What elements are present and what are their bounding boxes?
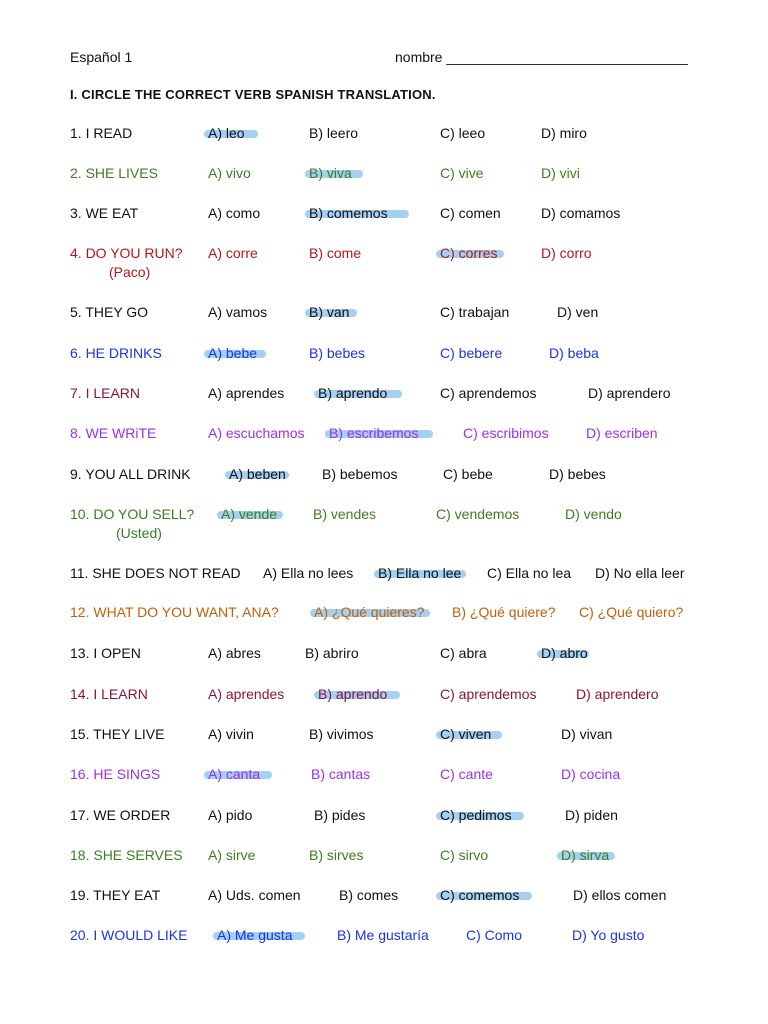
question-4-option-b[interactable]: B) come bbox=[309, 245, 362, 261]
question-5-option-b[interactable]: B) van bbox=[309, 304, 350, 320]
question-17-option-a[interactable]: A) pido bbox=[208, 807, 253, 823]
question-9-option-d[interactable]: D) bebes bbox=[549, 466, 606, 482]
question-11-option-b[interactable]: B) Ella no lee bbox=[378, 565, 462, 581]
question-4-option-a[interactable]: A) corre bbox=[208, 245, 258, 261]
question-15-option-c[interactable]: C) viven bbox=[440, 726, 492, 742]
question-5-option-c[interactable]: C) trabajan bbox=[440, 304, 510, 320]
name-field-label: nombre _______________________________ bbox=[395, 49, 688, 65]
question-12-option-c[interactable]: C) ¿Qué quiero? bbox=[579, 604, 684, 620]
question-13-prompt: 13. I OPEN bbox=[70, 645, 141, 661]
section-title: I. CIRCLE THE CORRECT VERB SPANISH TRANSLATION. bbox=[70, 87, 436, 102]
question-1-prompt: 1. I READ bbox=[70, 125, 133, 141]
question-10-option-b[interactable]: B) vendes bbox=[313, 506, 377, 522]
question-6-prompt: 6. HE DRINKS bbox=[70, 345, 162, 361]
question-9-option-b[interactable]: B) bebemos bbox=[322, 466, 398, 482]
question-13-option-c[interactable]: C) abra bbox=[440, 645, 487, 661]
question-7-option-c[interactable]: C) aprendemos bbox=[440, 385, 537, 401]
question-4-prompt: 4. DO YOU RUN? bbox=[70, 245, 183, 261]
question-17-option-c[interactable]: C) pedimos bbox=[440, 807, 512, 823]
question-18-prompt: 18. SHE SERVES bbox=[70, 847, 183, 863]
question-10-option-a[interactable]: A) vende bbox=[221, 506, 278, 522]
question-2-prompt: 2. SHE LIVES bbox=[70, 165, 158, 181]
question-19-option-c[interactable]: C) comemos bbox=[440, 887, 520, 903]
question-1-option-b[interactable]: B) leero bbox=[309, 125, 359, 141]
question-9-option-a[interactable]: A) beben bbox=[229, 466, 286, 482]
question-5-prompt: 5. THEY GO bbox=[70, 304, 149, 320]
question-3-option-a[interactable]: A) como bbox=[208, 205, 261, 221]
question-17-option-b[interactable]: B) pides bbox=[314, 807, 366, 823]
question-11-prompt: 11. SHE DOES NOT READ bbox=[70, 565, 241, 581]
question-20-prompt: 20. I WOULD LIKE bbox=[70, 927, 188, 943]
question-10-option-c[interactable]: C) vendemos bbox=[436, 506, 520, 522]
question-6-option-d[interactable]: D) beba bbox=[549, 345, 599, 361]
question-20-option-b[interactable]: B) Me gustaría bbox=[337, 927, 429, 943]
question-7-option-b[interactable]: B) aprendo bbox=[318, 385, 388, 401]
question-17-prompt: 17. WE ORDER bbox=[70, 807, 171, 823]
question-9-option-c[interactable]: C) bebe bbox=[443, 466, 493, 482]
question-2-option-b[interactable]: B) viva bbox=[309, 165, 352, 181]
question-10-subtext: (Usted) bbox=[116, 525, 162, 541]
question-4-option-c[interactable]: C) corres bbox=[440, 245, 498, 261]
question-14-option-d[interactable]: D) aprendero bbox=[576, 686, 659, 702]
question-16-prompt: 16. HE SINGS bbox=[70, 766, 161, 782]
question-11-option-d[interactable]: D) No ella leer bbox=[595, 565, 685, 581]
course-label: Español 1 bbox=[70, 49, 133, 65]
question-7-option-a[interactable]: A) aprendes bbox=[208, 385, 285, 401]
question-5-option-a[interactable]: A) vamos bbox=[208, 304, 268, 320]
question-4-subtext: (Paco) bbox=[109, 264, 151, 280]
question-8-option-c[interactable]: C) escribimos bbox=[463, 425, 549, 441]
question-19-option-b[interactable]: B) comes bbox=[339, 887, 399, 903]
question-8-option-d[interactable]: D) escriben bbox=[586, 425, 658, 441]
question-7-option-d[interactable]: D) aprendero bbox=[588, 385, 671, 401]
question-14-option-c[interactable]: C) aprendemos bbox=[440, 686, 537, 702]
question-1-option-a[interactable]: A) leo bbox=[208, 125, 245, 141]
question-6-option-a[interactable]: A) bebe bbox=[208, 345, 258, 361]
question-11-option-a[interactable]: A) Ella no lees bbox=[263, 565, 354, 581]
question-19-option-a[interactable]: A) Uds. comen bbox=[208, 887, 301, 903]
question-2-option-d[interactable]: D) vivi bbox=[541, 165, 580, 181]
question-16-option-a[interactable]: A) canta bbox=[208, 766, 261, 782]
question-13-option-a[interactable]: A) abres bbox=[208, 645, 261, 661]
question-16-option-d[interactable]: D) cocina bbox=[561, 766, 621, 782]
question-3-option-d[interactable]: D) comamos bbox=[541, 205, 621, 221]
question-20-option-c[interactable]: C) Como bbox=[466, 927, 523, 943]
question-5-option-d[interactable]: D) ven bbox=[557, 304, 599, 320]
question-16-option-b[interactable]: B) cantas bbox=[311, 766, 371, 782]
question-13-option-d[interactable]: D) abro bbox=[541, 645, 588, 661]
question-7-prompt: 7. I LEARN bbox=[70, 385, 141, 401]
question-8-option-b[interactable]: B) escribemos bbox=[329, 425, 419, 441]
question-19-option-d[interactable]: D) ellos comen bbox=[573, 887, 667, 903]
question-3-prompt: 3. WE EAT bbox=[70, 205, 139, 221]
question-2-option-a[interactable]: A) vivo bbox=[208, 165, 251, 181]
question-3-option-c[interactable]: C) comen bbox=[440, 205, 501, 221]
question-18-option-b[interactable]: B) sirves bbox=[309, 847, 364, 863]
question-18-option-d[interactable]: D) sirva bbox=[561, 847, 610, 863]
question-12-option-a[interactable]: A) ¿Qué quieres? bbox=[314, 604, 425, 620]
question-15-option-a[interactable]: A) vivin bbox=[208, 726, 254, 742]
question-4-option-d[interactable]: D) corro bbox=[541, 245, 592, 261]
question-11-option-c[interactable]: C) Ella no lea bbox=[487, 565, 572, 581]
question-6-option-c[interactable]: C) bebere bbox=[440, 345, 503, 361]
question-8-option-a[interactable]: A) escuchamos bbox=[208, 425, 305, 441]
question-19-prompt: 19. THEY EAT bbox=[70, 887, 161, 903]
question-14-option-b[interactable]: B) aprendo bbox=[318, 686, 388, 702]
question-3-option-b[interactable]: B) comemos bbox=[309, 205, 388, 221]
question-10-prompt: 10. DO YOU SELL? bbox=[70, 506, 195, 522]
question-6-option-b[interactable]: B) bebes bbox=[309, 345, 366, 361]
question-8-prompt: 8. WE WRiTE bbox=[70, 425, 157, 441]
question-9-prompt: 9. YOU ALL DRINK bbox=[70, 466, 191, 482]
question-16-option-c[interactable]: C) cante bbox=[440, 766, 493, 782]
question-18-option-a[interactable]: A) sirve bbox=[208, 847, 256, 863]
question-10-option-d[interactable]: D) vendo bbox=[565, 506, 622, 522]
question-15-option-d[interactable]: D) vivan bbox=[561, 726, 613, 742]
question-12-option-b[interactable]: B) ¿Qué quiere? bbox=[452, 604, 556, 620]
question-14-prompt: 14. I LEARN bbox=[70, 686, 148, 702]
question-15-prompt: 15. THEY LIVE bbox=[70, 726, 165, 742]
question-17-option-d[interactable]: D) piden bbox=[565, 807, 618, 823]
question-1-option-c[interactable]: C) leeo bbox=[440, 125, 486, 141]
question-12-prompt: 12. WHAT DO YOU WANT, ANA? bbox=[70, 604, 279, 620]
question-18-option-c[interactable]: C) sirvo bbox=[440, 847, 489, 863]
question-20-option-d[interactable]: D) Yo gusto bbox=[572, 927, 645, 943]
question-13-option-b[interactable]: B) abriro bbox=[305, 645, 359, 661]
question-20-option-a[interactable]: A) Me gusta bbox=[217, 927, 293, 943]
question-15-option-b[interactable]: B) vivimos bbox=[309, 726, 374, 742]
question-14-option-a[interactable]: A) aprendes bbox=[208, 686, 285, 702]
question-1-option-d[interactable]: D) miro bbox=[541, 125, 587, 141]
question-2-option-c[interactable]: C) vive bbox=[440, 165, 484, 181]
